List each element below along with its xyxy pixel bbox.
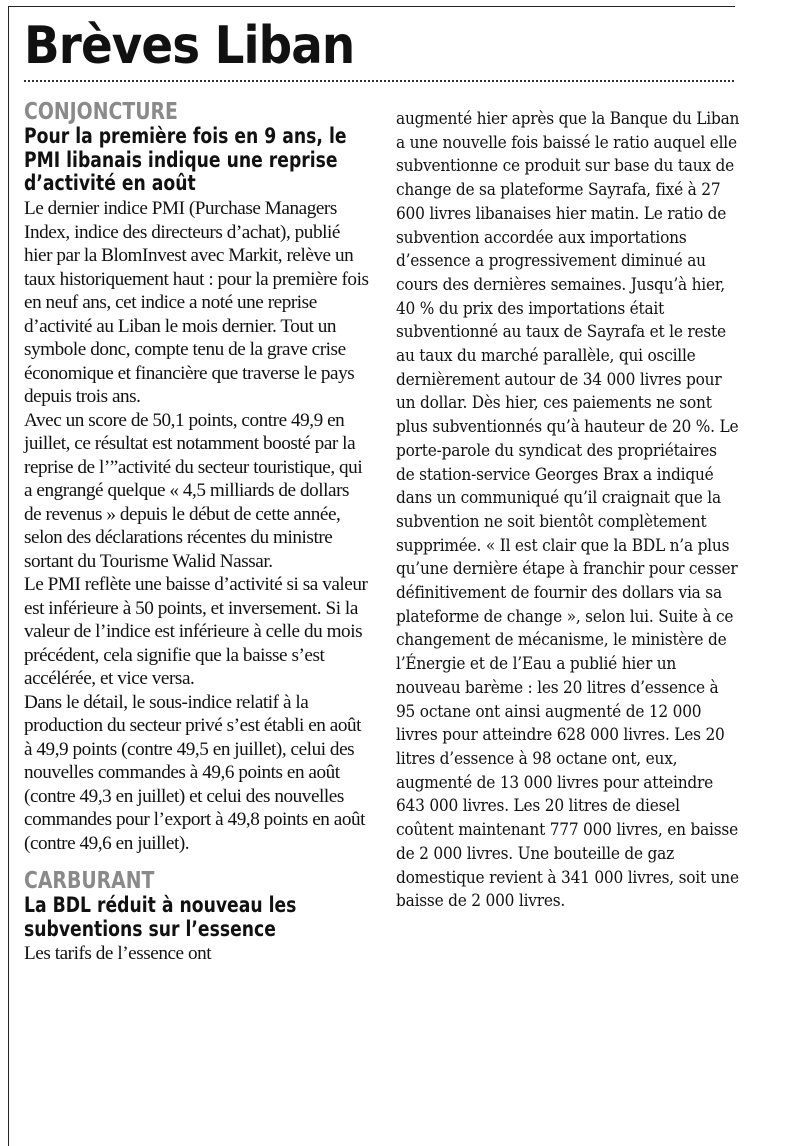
right-column	[396, 108, 740, 914]
section-label: CARBURANT	[24, 868, 155, 894]
article-conjoncture	[24, 100, 370, 855]
frame-top-rule	[8, 6, 735, 7]
article-paragraph: Les tarifs de l’essence ont	[24, 943, 212, 964]
article-continuation: augmenté hier après que la Banque du Liban a une nouvelle fois baissé le ratio auquel elle subventionne ce produit sur base du taux de change de sa plateforme Sayrafa, fixé à 27 600 livres libanaises hier matin. Le ratio de subvention accordée aux importations d’essence a progressivement diminué au cours des dernières semaines. Jusqu’à hier, 40 % du prix des importations était subventionné au taux de Sayrafa et le reste au taux du marché parallèle, qui oscille dernièrement autour de 34 000 livres pour un dollar. Dès hier, ces paiements ne sont plus subventionnés qu’à hauteur de 20 %. Le porte-parole du syndicat des propriétaires de station-service Georges Brax a indiqué dans un communiqué qu’il craignait que la subvention ne soit bientôt complètement supprimée. « Il est clair que la BDL n’a plus qu’une dernière étape à franchir pour cesser définitivement de fournir des dollars via sa plateforme de change », selon lui. Suite à ce changement de mécanisme, le ministère de l’Énergie et de l’Eau a publié hier un nouveau barème : les 20 litres d’essence à 95 octane ont ainsi augmenté de 12 000 livres pour atteindre 628 000 livres. Les 20 litres d’essence à 98 octane ont, eux, augmenté de 13 000 livres pour atteindre 643 000 livres. Les 20 litres de diesel coûtent maintenant 777 000 livres, en baisse de 2 000 livres. Une bouteille de gaz domestique revient à 341 000 livres, soit une baisse de 2 000 livres.	[396, 109, 740, 912]
frame-left-rule	[8, 6, 9, 1146]
article-paragraph: Le PMI reflète une baisse d’activité si sa valeur est inférieure à 50 points, et inversement. Si la valeur de l’indice est inférieure à celle du mois précédent, cela signifie que la baisse s’est accélérée, et vice versa.	[24, 574, 368, 689]
page-title: Brèves Liban	[24, 16, 355, 76]
section-label: CONJONCTURE	[24, 99, 178, 125]
left-column	[24, 100, 370, 966]
article-paragraph: Dans le détail, le sous-indice relatif à la production du secteur privé s’est établi en août à 49,9 points (contre 49,5 en juillet), celui des nouvelles commandes à 49,6 points en août (contre 49,3 en juillet) et celui des nouvelles commandes pour l’export à 49,8 points en août (contre 49,6 en juillet).	[24, 691, 366, 854]
article-paragraph: Le dernier indice PMI (Purchase Managers Index, indice des directeurs d’achat), publié hier par la BlomInvest avec Markit, relève un taux historiquement haut : pour la première fois en neuf ans, cet indice a noté une reprise d’activité au Liban le mois dernier. Tout un symbole donc, compte tenu de la grave crise économique et financière que traverse le pays depuis trois ans.	[24, 198, 369, 407]
article-carburant	[24, 869, 370, 966]
article-paragraph: Avec un score de 50,1 points, contre 49,9 en juillet, ce résultat est notamment boosté par la reprise de l’”activité du secteur touristique, qui a engrangé quelque « 4,5 milliards de dollars de revenus » depuis le début de cette année, selon des déclarations récentes du ministre sortant du Tourisme Walid Nassar.	[24, 409, 363, 572]
article-headline: La BDL réduit à nouveau les subventions sur l’essence	[24, 893, 297, 941]
dotted-title-rule	[24, 80, 734, 82]
article-headline: Pour la première fois en 9 ans, le PMI libanais indique une reprise d’activité en août	[24, 124, 347, 195]
